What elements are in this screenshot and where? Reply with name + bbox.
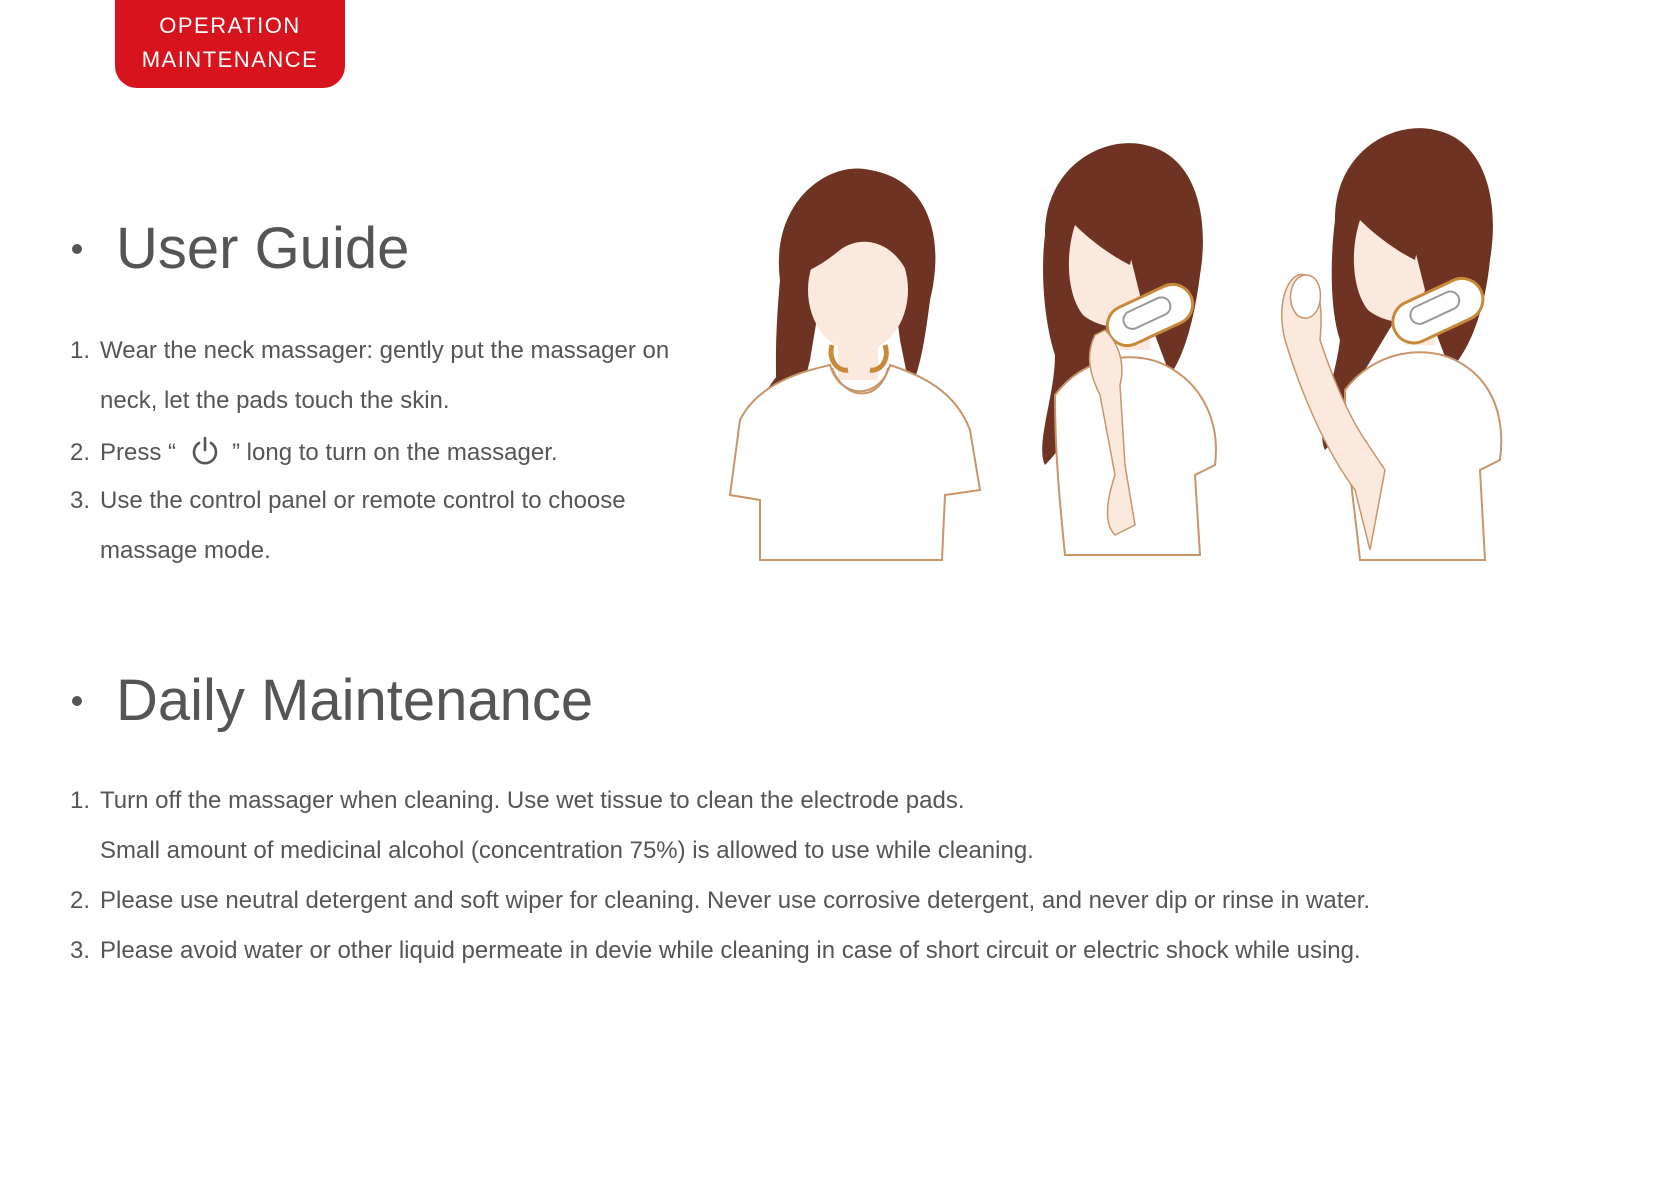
usage-illustrations	[720, 110, 1550, 610]
power-icon	[190, 436, 220, 474]
item-text: Turn off the massager when cleaning. Use wet tissue to clean the electrode pads.	[100, 787, 965, 814]
bullet-icon	[72, 244, 82, 254]
tab-label-maintenance: MAINTENANCE	[141, 47, 319, 72]
bullet-icon	[72, 696, 82, 706]
item-number: 3.	[70, 487, 91, 514]
item-text: massage mode.	[100, 537, 271, 564]
list-item	[70, 436, 558, 474]
daily-maintenance-heading	[70, 668, 594, 733]
item-text: Wear the neck massager: gently put the massager on	[100, 337, 670, 364]
item-number: 2.	[70, 887, 91, 914]
user-guide-heading	[70, 216, 410, 281]
section-tab	[115, 0, 345, 88]
item-number: 3.	[70, 937, 91, 964]
item-number: 2.	[70, 439, 91, 466]
illustration-front-view	[720, 140, 990, 570]
item-text: Please use neutral detergent and soft wiper for cleaning. Never use corrosive detergent, and never dip or rinse in water.	[100, 887, 1371, 914]
list-item-continuation	[70, 536, 271, 566]
tab-label-operation: OPERATION	[159, 13, 301, 38]
list-item	[70, 936, 1361, 966]
list-item	[70, 486, 626, 516]
item-number: 1.	[70, 337, 91, 364]
list-item	[70, 786, 965, 816]
list-item	[70, 886, 1370, 916]
daily-maintenance-title: Daily Maintenance	[116, 668, 594, 733]
list-item	[70, 336, 669, 366]
list-item-continuation	[70, 386, 450, 416]
item-number: 1.	[70, 787, 91, 814]
item-text: Small amount of medicinal alcohol (concentration 75%) is allowed to use while cleaning.	[100, 837, 1034, 864]
item-text: Please avoid water or other liquid permeate in devie while cleaning in case of short circuit or electric shock while using.	[100, 937, 1361, 964]
item-text: Use the control panel or remote control to choose	[100, 487, 626, 514]
illustration-side-view	[1005, 125, 1255, 575]
item-text: Press “	[100, 439, 177, 466]
item-text: ” long to turn on the massager.	[232, 439, 558, 466]
list-item-continuation	[70, 836, 1034, 866]
item-text: neck, let the pads touch the skin.	[100, 387, 450, 414]
user-guide-title: User Guide	[116, 216, 410, 281]
illustration-cleaning-view	[1265, 110, 1525, 570]
